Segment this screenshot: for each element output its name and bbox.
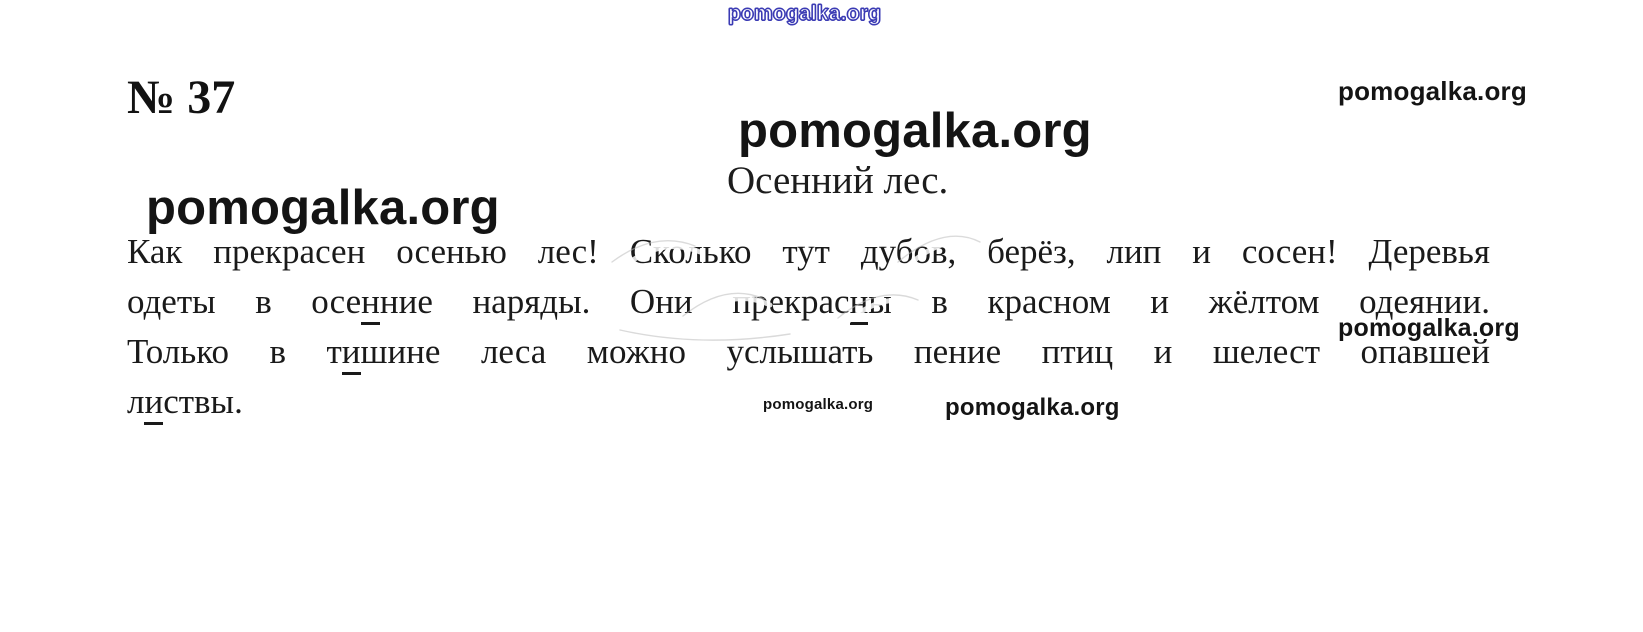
watermark-bottom-medium: pomogalka.org (945, 394, 1120, 421)
exercise-title: Осенний лес. (727, 159, 949, 202)
underlined-letter: и (342, 332, 361, 375)
underlined-letter: н (850, 282, 869, 325)
underlined-letter: и (144, 382, 163, 425)
underlined-letter: н (361, 282, 380, 325)
text-line: Как прекрасен осенью лес! Сколько тут дубов, берёз, лип и сосен! Деревья (127, 232, 1490, 271)
text-line: Только в тишине леса можно услышать пение птиц и шелест опавшей (127, 327, 1490, 377)
text-line: одеты в осенние наряды. Они прекрасны в красном и жёлтом одеянии. (127, 277, 1490, 327)
watermark-left-large: pomogalka.org (146, 181, 500, 235)
watermark-top-center: pomogalka.org (728, 2, 882, 25)
exercise-number: № 37 (127, 71, 236, 124)
watermark-middle-right: pomogalka.org (1338, 314, 1520, 342)
watermark-bottom-small: pomogalka.org (763, 396, 874, 413)
text-line: листвы. (127, 377, 1490, 427)
watermark-top-right: pomogalka.org (1338, 76, 1527, 106)
watermark-center-large: pomogalka.org (738, 104, 1092, 158)
